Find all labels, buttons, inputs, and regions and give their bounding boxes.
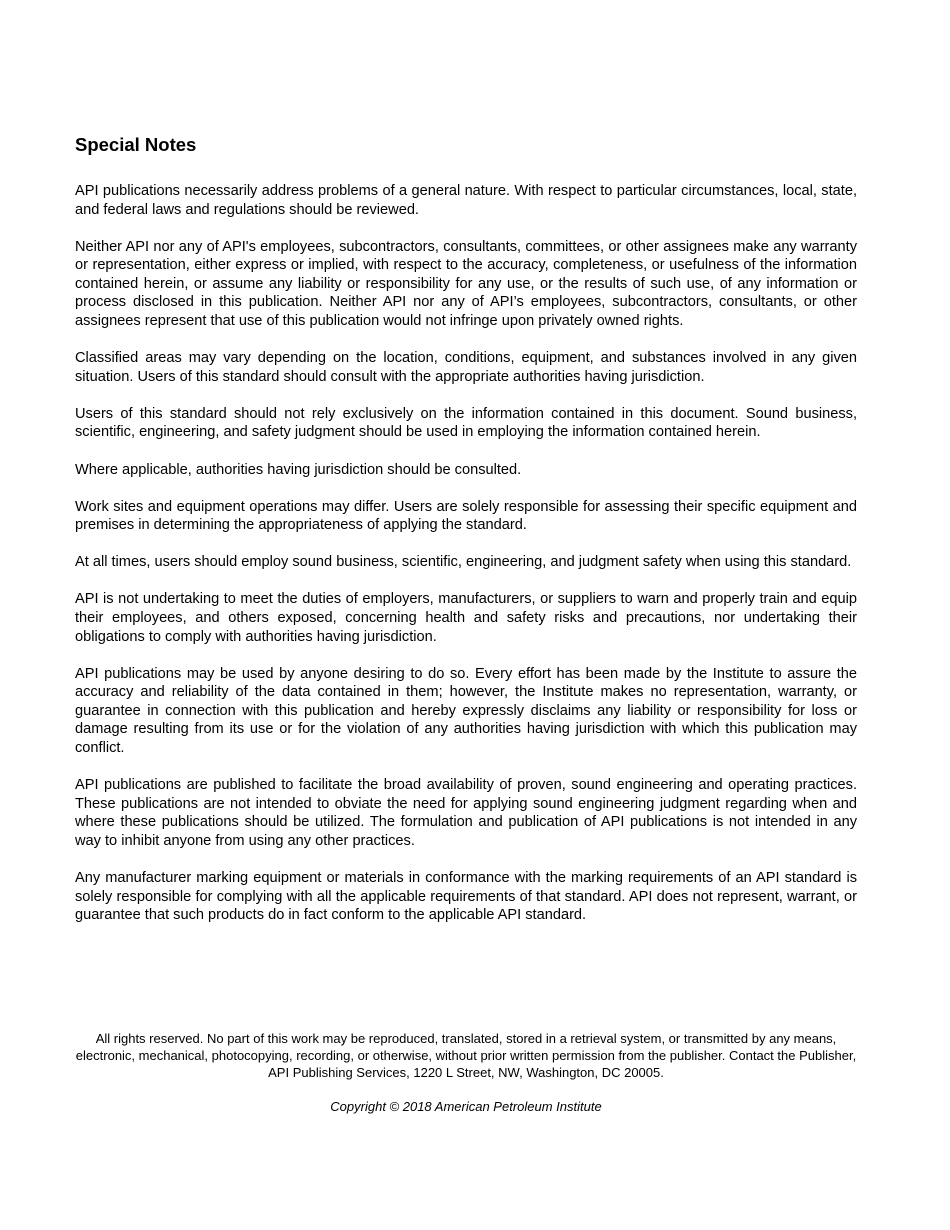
paragraph-classified-areas: Classified areas may vary depending on the location, conditions, equipment, and substances involved in any given situation. Users of this standard should consult with the appropriate authorities having jurisdiction.	[75, 350, 857, 385]
notes-body	[75, 182, 857, 943]
paragraph-duties: API is not undertaking to meet the duties of employers, manufacturers, or suppliers to warn and properly train and equip their employees, and others exposed, concerning health and safety risks and precautions, nor undertaking their obligations to comply with authorities having jurisdiction.	[75, 591, 857, 645]
page-footer	[70, 1030, 862, 1115]
rights-notice: All rights reserved. No part of this work may be reproduced, translated, stored in a retrieval system, or transmitted by any means, electronic, mechanical, photocopying, recording, or otherwise, without prior written permission from the publisher. Contact the Publisher, API Publishing Services, 1220 L Street, NW, Washington, DC 20005.	[75, 1031, 857, 1080]
paragraph-work-sites: Work sites and equipment operations may differ. Users are solely responsible for assessing their specific equipment and premises in determining the appropriateness of applying the standard.	[75, 498, 857, 534]
paragraph-practices: API publications are published to facilitate the broad availability of proven, sound engineering and operating practices. These publications are not intended to obviate the need for applying sound engineering judgment regarding when and where these publications should be utilized. The formulation and publication of API publications is not intended in any way to inhibit anyone from using any other practices.	[75, 777, 857, 849]
paragraph-usage: API publications may be used by anyone desiring to do so. Every effort has been made by the Institute to assure the accuracy and reliability of the data contained in them; however, the Institute makes no representation, warranty, or guarantee in connection with this publication and hereby expressly disclaims any liability or responsibility for loss or damage resulting from its use or for the violation of any authorities having jurisdiction with which this publication may conflict.	[75, 665, 857, 757]
paragraph-marking: Any manufacturer marking equipment or materials in conformance with the marking requirements of an API standard is solely responsible for complying with all the applicable requirements of that standard. API does not represent, warrant, or guarantee that such products do in fact conform to the applicable API standard.	[75, 870, 857, 924]
paragraph-safety: At all times, users should employ sound business, scientific, engineering, and judgment safety when using this standard.	[75, 554, 852, 571]
copyright-notice: Copyright © 2018 American Petroleum Institute	[330, 1099, 602, 1114]
paragraph-jurisdiction: Where applicable, authorities having jurisdiction should be consulted.	[75, 461, 522, 478]
paragraph-laws: API publications necessarily address problems of a general nature. With respect to particular circumstances, local, state, and federal laws and regulations should be reviewed.	[75, 183, 857, 218]
page-title: Special Notes	[75, 134, 197, 155]
paragraph-warranty: Neither API nor any of API's employees, subcontractors, consultants, committees, or other assignees make any warranty or representation, either express or implied, with respect to the accuracy, completeness, or usefulness of the information contained herein, or assume any liability or responsibility for any use, or the results of such use, of any information or process disclosed in this publication. Neither API nor any of API’s employees, subcontractors, consultants, or other assignees represent that use of this publication would not infringe upon privately owned rights.	[75, 238, 857, 330]
paragraph-judgment: Users of this standard should not rely exclusively on the information contained in this document. Sound business, scientific, engineering, and safety judgment should be used in employing the information contained herein.	[75, 405, 857, 441]
